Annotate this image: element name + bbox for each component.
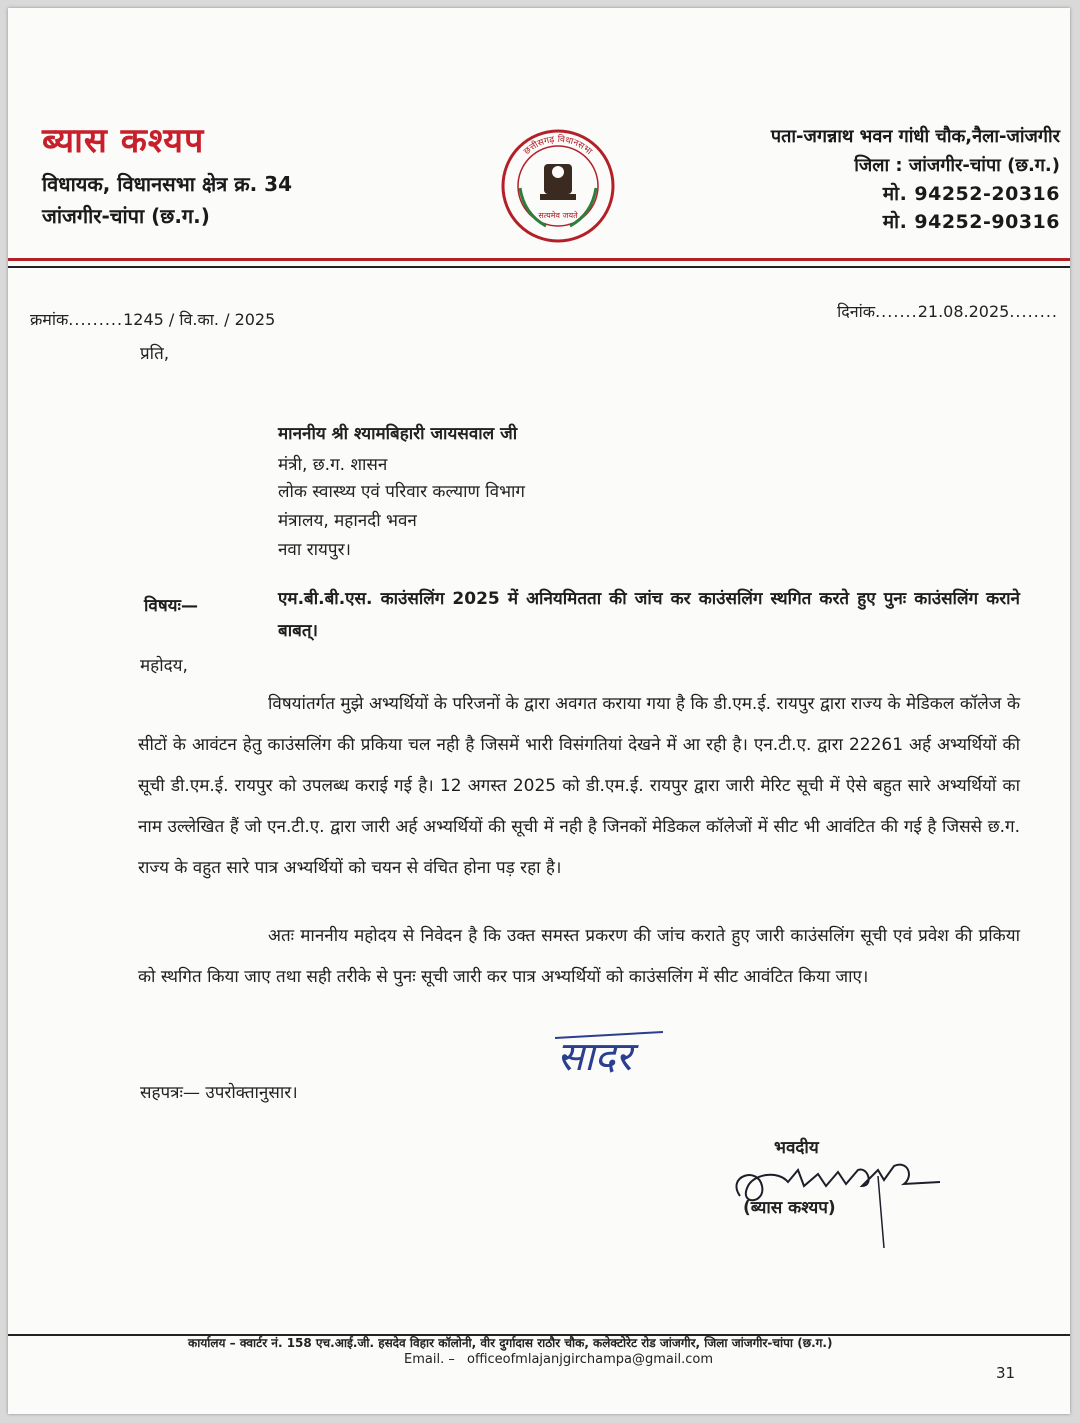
body-paragraph-2: अतः माननीय महोदय से निवेदन है कि उक्त समस्त प्रकरण की जांच कराते हुए जारी काउंसलिंग सूची एवं प्रवेश की प्रकिया को स्थगित किया जाए तथा सही तरीके से पुनः सूची जारी कर पात्र अभ्यर्थियों को काउंसलिंग में सीट आवंटित किया जाए। xyxy=(138,926,1020,987)
footer-email-line xyxy=(404,1352,713,1367)
footer-email[interactable]: officeofmlajanjgirchampa@gmail.com xyxy=(466,1352,714,1367)
sadar-text: सादर xyxy=(557,1034,632,1080)
mla-name: ब्यास कश्यप xyxy=(42,121,205,161)
address-line-1: पता-जगन्नाथ भवन गांधी चौक,नैला-जांजगीर xyxy=(770,126,1060,147)
footer-office-address: कार्यालय – क्वार्टर नं. 158 एच.आई.जी. हसदेव विहार कॉलोनी, वीर दुर्गादास राठौर चौक, कलेक्टोरेट रोड जांजगीर, जिला जांजगीर-चांपा (छ.ग.) xyxy=(188,1336,833,1350)
phone-2: मो. 94252-90316 xyxy=(882,211,1060,233)
dinank-value: 21.08.2025 xyxy=(917,302,1010,321)
emblem-text-top: छत्तीसगढ़ विधानसभा xyxy=(522,134,594,158)
header-rule-black xyxy=(8,266,1070,268)
phone-1: मो. 94252-20316 xyxy=(882,183,1060,205)
footer-email-label: Email. – xyxy=(404,1352,455,1367)
subject-label: विषयः— xyxy=(144,596,198,616)
reference-number: क्रमांक.........1245 / वि.का. / 2025 xyxy=(30,310,276,329)
signatory-name: (ब्यास कश्यप) xyxy=(743,1198,836,1218)
addressee-name: माननीय श्री श्यामबिहारी जायसवाल जी xyxy=(278,424,518,444)
reference-date: दिनांक.......21.08.2025........ xyxy=(837,302,1058,321)
subject-text: एम.बी.बी.एस. काउंसलिंग 2025 में अनियमितता की जांच कर काउंसलिंग स्थगित करते हुए पुनः काउंसलिंग कराने बाबत्। xyxy=(278,589,1020,641)
dinank-label: दिनांक xyxy=(837,302,876,321)
addressee-line-4: नवा रायपुर। xyxy=(278,540,351,560)
header-rule-red xyxy=(8,258,1070,261)
enclosure: सहपत्रः— उपरोक्तानुसार। xyxy=(140,1083,298,1103)
mla-constituency: जांजगीर-चांपा (छ.ग.) xyxy=(42,204,210,228)
addressee-line-2: लोक स्वास्थ्य एवं परिवार कल्याण विभाग xyxy=(278,482,525,502)
letter-page xyxy=(8,8,1070,1414)
kramank-label: क्रमांक xyxy=(30,310,69,329)
assembly-emblem-icon xyxy=(500,128,616,244)
kramank-value: 1245 / वि.का. / 2025 xyxy=(123,310,276,329)
addressee-line-3: मंत्रालय, महानदी भवन xyxy=(278,511,417,531)
prati: प्रति, xyxy=(140,344,170,364)
salutation: महोदय, xyxy=(140,656,188,676)
body-paragraph-1: विषयांतर्गत मुझे अभ्यर्थियों के परिजनों के द्वारा अवगत कराया गया है कि डी.एम.ई. रायपुर द्वारा राज्य के मेडिकल कॉलेज के सीटों के आवंटन हेतु काउंसलिंग की प्रकिया चल नही है जिसमें भारी विसंगतियां देखने में आ रही है। एन.टी.ए. द्वारा 22261 अर्ह अभ्यर्थियों की सूची डी.एम.ई. रायपुर को उपलब्ध कराई गई है। 12 अगस्त 2025 को डी.एम.ई. रायपुर द्वारा जारी मेरिट सूची में ऐसे बहुत सारे अभ्यर्थियों का नाम उल्लेखित हैं जो एन.टी.ए. द्वारा जारी अर्ह अभ्यर्थियों की सूची में नही है जिनकों मेडिकल कॉलेजों में सीट भी आवंटित की गई है जिससे छ.ग. राज्य के वहुत सारे पात्र अभ्यर्थियों को चयन से वंचित होना पड़ रहा है। xyxy=(138,694,1020,878)
closing: भवदीय xyxy=(774,1138,819,1158)
addressee-line-1: मंत्री, छ.ग. शासन xyxy=(278,455,388,475)
emblem-text-bottom: सत्यमेव जयते xyxy=(538,211,578,220)
page-number: 31 xyxy=(996,1364,1016,1382)
address-line-2: जिला : जांजगीर-चांपा (छ.ग.) xyxy=(854,155,1060,176)
mla-designation: विधायक, विधानसभा क्षेत्र क्र. 34 xyxy=(42,172,292,196)
handwritten-sadar xyxy=(553,1026,668,1081)
